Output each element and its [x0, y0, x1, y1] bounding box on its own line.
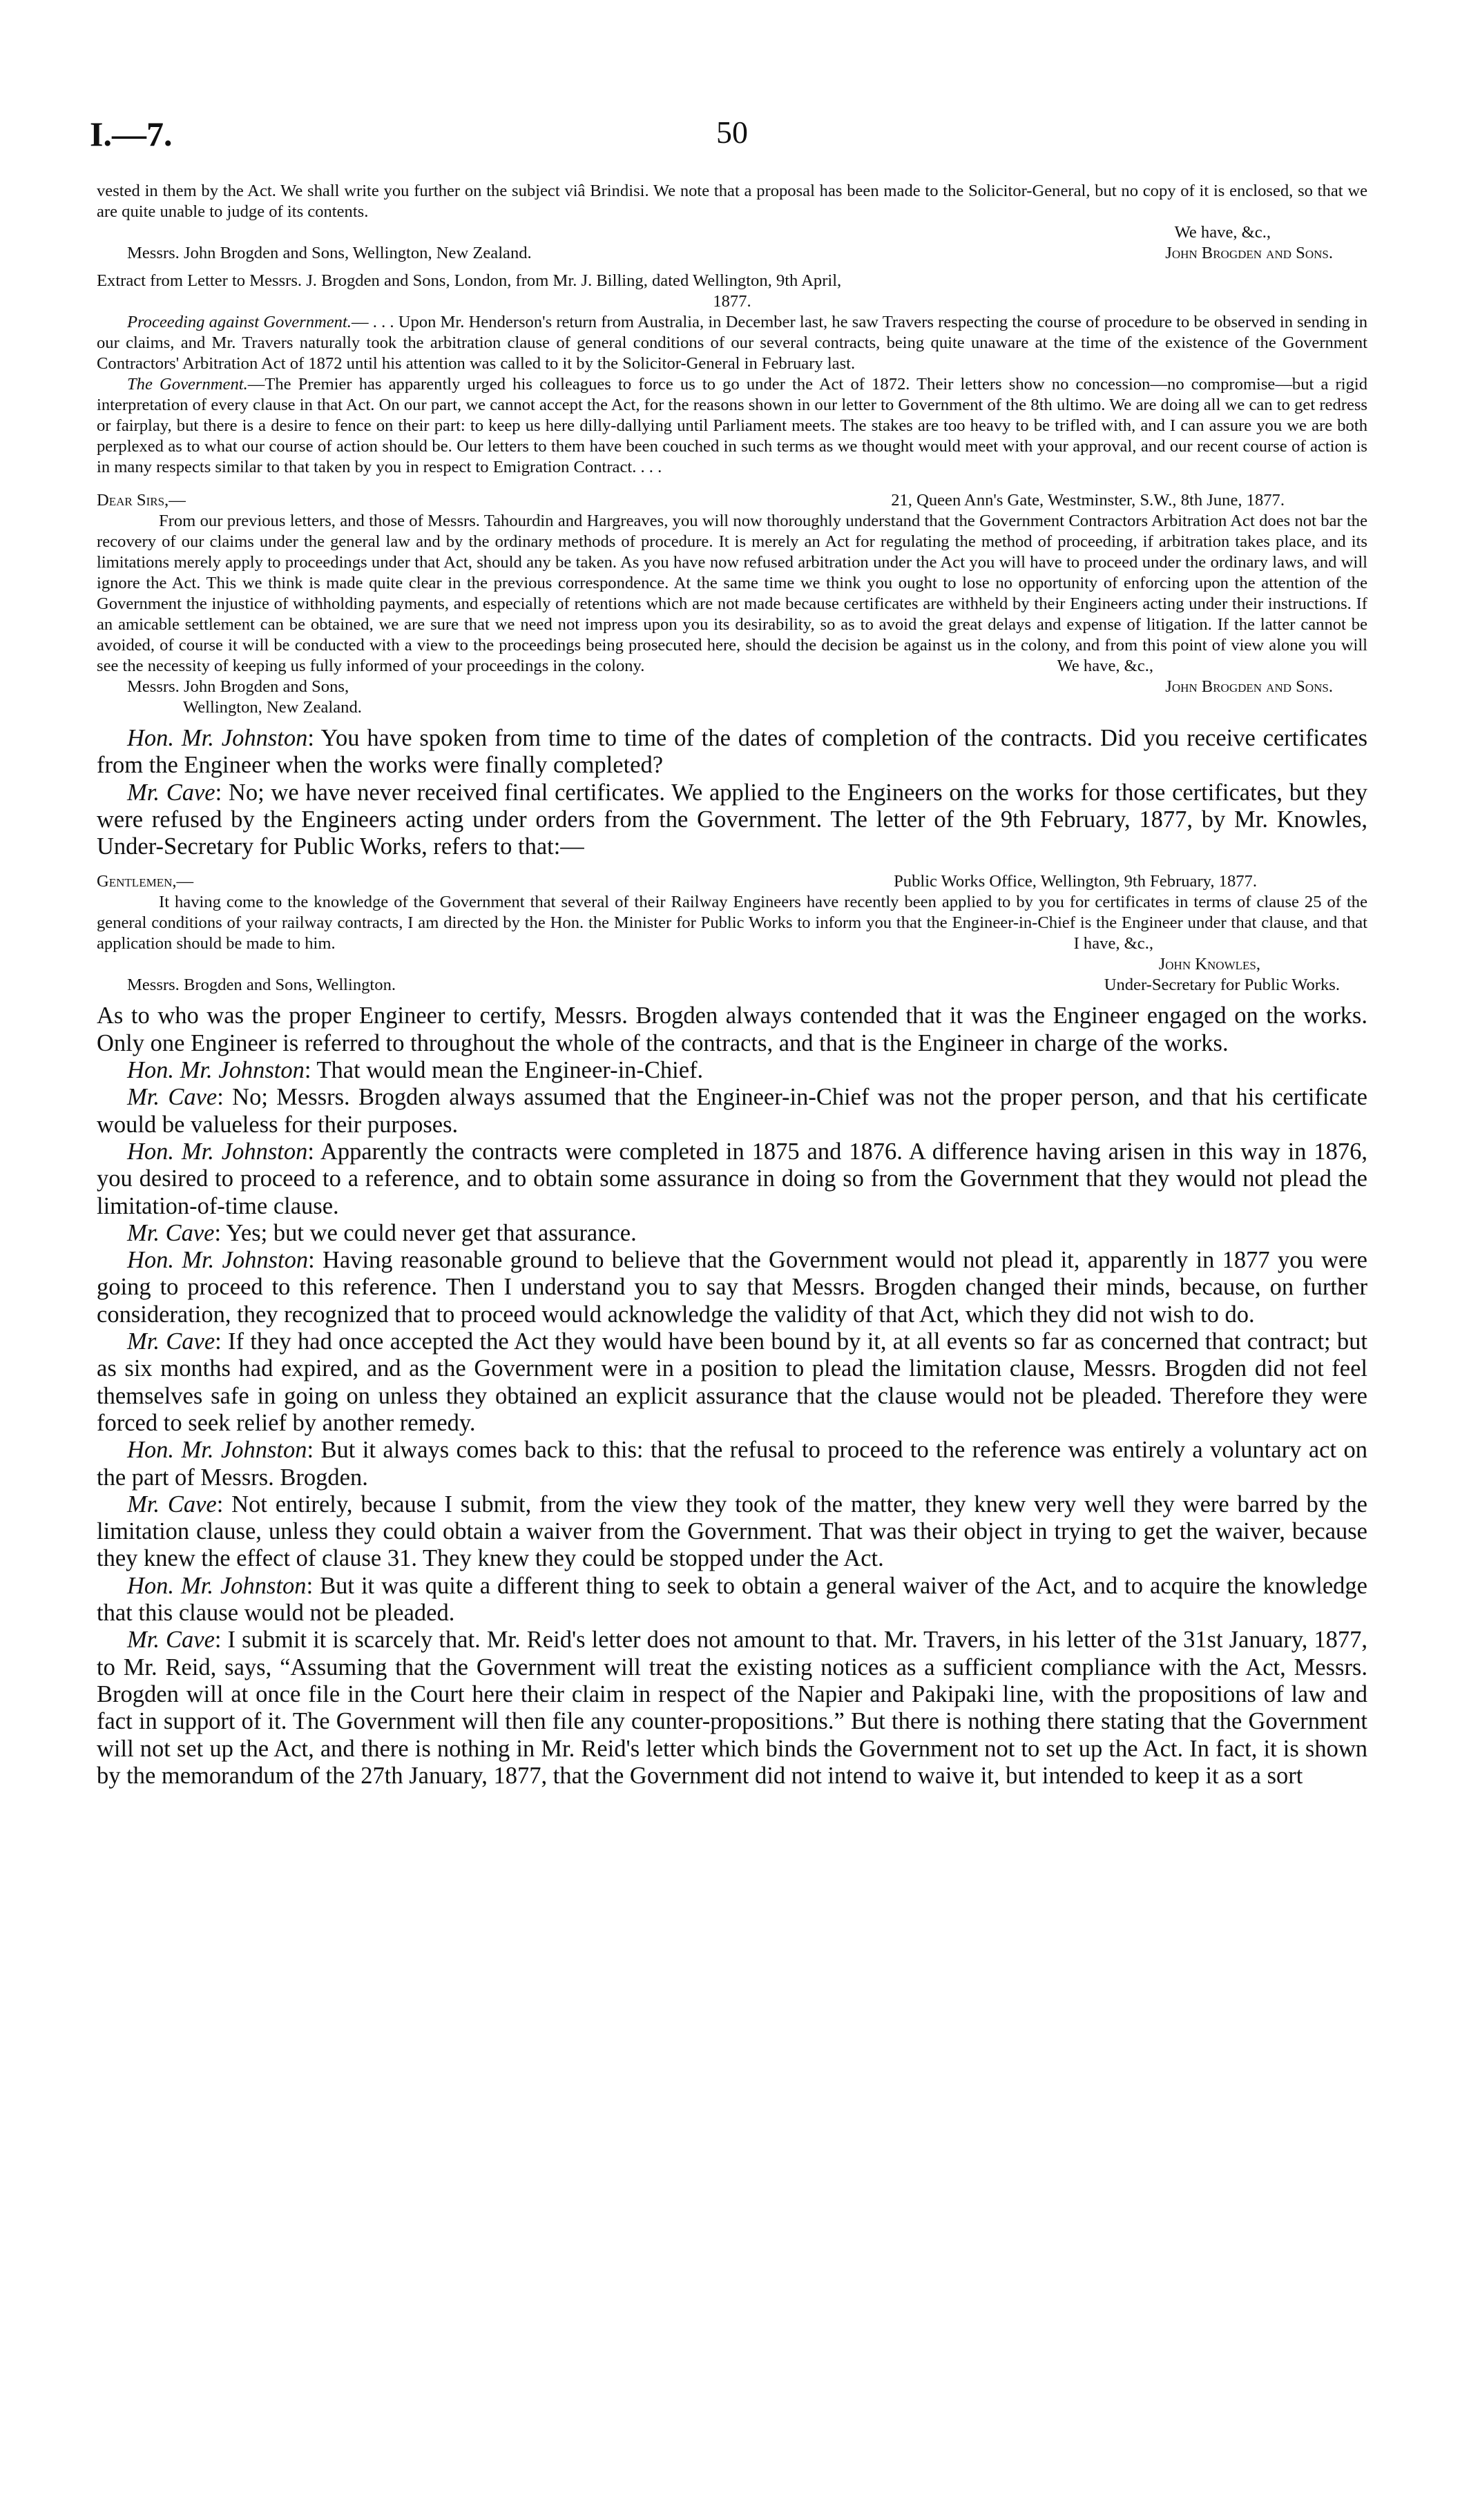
speech: : Not entirely, because I submit, from the view they took of the matter, they knew very well they were barred by the limitation clause, unless they could obtain a waiver from the Government. That was their object in trying to get the waiver, because they knew the effect of clause 31. They knew they could be stopped under the Act.	[97, 1491, 1367, 1572]
extract-paragraph	[97, 312, 1367, 374]
letter-signature: John Brogden and Sons.	[1165, 244, 1333, 262]
letter-addressee: Messrs. John Brogden and Sons, Wellington, New Zealand.	[127, 244, 532, 262]
dialogue-entry	[97, 1084, 1367, 1138]
letter-addressee-line2: Wellington, New Zealand.	[183, 698, 362, 717]
dialogue-entry	[97, 1627, 1367, 1790]
speech: : No; we have never received final certificates. We applied to the Engineers on the works for those certificates, but they were refused by the Engineers acting under orders from the Government. The letter of the 9th February, 1877, by Mr. Knowles, Under-Secretary for Public Works, refers to that:—	[97, 779, 1367, 860]
dialogue-entry	[97, 1220, 1367, 1247]
letter-address: 21, Queen Ann's Gate, Westminster, S.W., 8th June, 1877.	[891, 491, 1285, 510]
letter-body: vested in them by the Act. We shall write you further on the subject viâ Brindisi. We note that a proposal has been made to the Solicitor-General, but no copy of it is enclosed, so that we are quite unable to judge of its contents.	[97, 182, 1367, 221]
speech: : Yes; but we could never get that assurance.	[214, 1219, 637, 1246]
dialogue-continuation: As to who was the proper Engineer to certify, Messrs. Brogden always contended that it was the Engineer engaged on the works. Only one Engineer is referred to throughout the whole of the contracts, and that is the Engineer in charge of the works.	[97, 1002, 1367, 1056]
letter-closing: We have, &c.,	[1174, 223, 1271, 242]
letter-addressee: Messrs. Brogden and Sons, Wellington.	[127, 976, 396, 995]
speaker: Hon. Mr. Johnston	[127, 1138, 308, 1165]
page-header	[90, 114, 1367, 155]
letter-signatory-title: Under-Secretary for Public Works.	[1104, 976, 1340, 995]
speaker: Mr. Cave	[127, 1627, 215, 1654]
letter-closing: I have, &c.,	[1073, 934, 1153, 953]
speaker: Hon. Mr. Johnston	[127, 725, 308, 751]
letter-footer	[97, 677, 1367, 697]
letter-salutation: Gentlemen,—	[97, 872, 194, 891]
letter-body: It having come to the knowledge of the Government that several of their Railway Engineers have recently been applied to by you for certificates in terms of clause 25 of the general conditions of your railway contracts, I am directed by the Hon. the Minister for Public Works to inform you that the Engineer-in-Chief is the Engineer under that clause, and that application should be made to him.	[97, 893, 1367, 953]
letter-salutation: Dear Sirs,—	[97, 491, 186, 510]
letter-address: Public Works Office, Wellington, 9th February, 1877.	[894, 872, 1257, 891]
speech: : Apparently the contracts were completed in 1875 and 1876. A difference having arisen in this way in 1876, you desired to proceed to a reference, and to obtain some assurance in doing so from the Government that they would not plead the limitation-of-time clause.	[97, 1138, 1367, 1219]
minutes-of-evidence-continued	[97, 1002, 1367, 1790]
extract-paragraph-text: —The Premier has apparently urged his colleagues to force us to go under the Act of 1872. Their letters show no concession—no compromise—but a rigid interpretation of every clause in that Act. On our part, we cannot accept the Act, for the reasons shown in our letter to Government of the 8th ultimo. We are doing all we can to get redress or fairplay, but there is a desire to fence on their part: to keep us here dilly-dallying until Parliament meets. The stakes are too heavy to be trifled with, and I can assure you we are both perplexed as to what our course of action should be. Our letters to them have been couched in such terms as we thought would meet with your approval, and our recent course of action is in many respects similar to that taken by you in respect to Emigration Contract. . . .	[97, 375, 1367, 476]
extract-section	[97, 271, 1367, 478]
extract-paragraph-text: — . . . Upon Mr. Henderson's return from Australia, in December last, he saw Travers respecting the course of procedure to be observed in sending in our claims, and Mr. Travers naturally took the arbitration clause of general conditions of our several contracts, being quite unaware at the time of the existence of the Government Contractors' Arbitration Act of 1872 until his attention was called to it by the Solicitor-General in February last.	[97, 313, 1367, 373]
letter-continued	[97, 181, 1367, 264]
letter-body: From our previous letters, and those of Messrs. Tahourdin and Hargreaves, you will now thoroughly understand that the Government Contractors Arbitration Act does not bar the recovery of our claims under the general law and by the ordinary methods of procedure. It is merely an Act for regulating the method of proceeding, if arbitration takes place, and its limitations merely apply to proceedings under that Act, should any be taken. As you have now refused arbitration under the Act you will have to proceed under the ordinary laws, and will ignore the Act. This we think is made quite clear in the previous correspondence. At the same time we think you ought to lose no opportunity of enforcing upon the attention of the Government the injustice of withholding payments, and especially of retentions which are not made because certificates are withheld by their Engineers acting under their instructions. If an amicable settlement can be obtained, we are sure that we need not impress upon you its desirability, so as to avoid the great delays and expense of litigation. If the latter cannot be avoided, of course it will be conducted with a view to the proceedings being prosecuted here, should the decision be against us in the colony, and from this point of view alone you will see the necessity of keeping us fully informed of your proceedings in the colony.	[97, 512, 1367, 675]
paper-reference: I.—7.	[90, 115, 173, 153]
speech: : Having reasonable ground to believe that the Government would not plead it, apparently in 1877 you were going to proceed to this reference. Then I understand you to say that Messrs. Brogden changed their minds, because, on further consideration, they recognized that to proceed would acknowledge the validity of that Act, which they did not wish to do.	[97, 1247, 1367, 1328]
speech: : That would mean the Engineer-in-Chief.	[304, 1057, 704, 1084]
dialogue-entry	[97, 1491, 1367, 1573]
speaker: Hon. Mr. Johnston	[127, 1572, 307, 1599]
extract-sidenote: The Government.	[127, 375, 248, 394]
letter-signature: John Knowles,	[1158, 955, 1260, 974]
speech: : If they had once accepted the Act they would have been bound by it, at all events so far as concerned that contract; but as six months had expired, and as the Government were in a position to plead the limitation clause, Messrs. Brogden did not feel themselves safe in going on unless they obtained an explicit assurance that the clause would not be pleaded. Therefore they were forced to seek relief by another remedy.	[97, 1328, 1368, 1436]
speaker: Hon. Mr. Johnston	[127, 1057, 305, 1084]
speaker: Mr. Cave	[127, 1084, 218, 1111]
dialogue-entry	[97, 725, 1367, 779]
page-number: 50	[716, 115, 748, 150]
dialogue-entry	[97, 1437, 1367, 1491]
letter-footer	[97, 243, 1367, 264]
speaker: Mr. Cave	[127, 1328, 215, 1355]
speaker: Hon. Mr. Johnston	[127, 1437, 307, 1464]
dialogue-entry	[97, 1247, 1367, 1328]
letter-addressee: Messrs. John Brogden and Sons,	[127, 677, 349, 696]
letter-signature: John Brogden and Sons.	[1165, 677, 1333, 696]
letter-footer	[97, 975, 1367, 996]
dialogue-entry	[97, 1573, 1367, 1627]
speaker: Mr. Cave	[127, 779, 215, 806]
speaker: Mr. Cave	[127, 1491, 217, 1518]
letter-heading	[97, 871, 1367, 892]
dialogue-entry	[97, 1057, 1367, 1084]
extract-paragraph	[97, 374, 1367, 478]
extract-year: 1877.	[713, 292, 751, 311]
dialogue-entry	[97, 1138, 1367, 1220]
speech: : But it always comes back to this: that the refusal to proceed to the reference was entirely a voluntary act on the part of Messrs. Brogden.	[97, 1437, 1367, 1491]
speaker: Mr. Cave	[127, 1219, 215, 1246]
speech: : I submit it is scarcely that. Mr. Reid's letter does not amount to that. Mr. Travers, in his letter of the 31st January, 1877, to Mr. Reid, says, “Assuming that the Government will treat the existing notices as a sufficient compliance with the Act, Messrs. Brogden will at once file in the Court here their claim in respect of the Napier and Pakipaki line, with the propositions of law and fact in support of it. The Government will then file any counter-propositions.” But there is nothing there stating that the Government will not set up the Act, and there is nothing in Mr. Reid's letter which binds the Government not to set up the Act. In fact, it is shown by the memorandum of the 27th January, 1877, that the Government did not intend to waive it, but intended to keep it as a sort	[97, 1627, 1368, 1789]
dialogue-entry	[97, 1328, 1367, 1437]
letter-closing: We have, &c.,	[1057, 657, 1153, 675]
extract-sidenote: Proceeding against Government.	[127, 313, 352, 331]
speech: : You have spoken from time to time of the dates of completion of the contracts. Did you receive certificates from the Engineer when the works were finally completed?	[97, 725, 1367, 779]
speech: : No; Messrs. Brogden always assumed that the Engineer-in-Chief was not the proper person, and that his certificate would be valueless for their purposes.	[97, 1084, 1367, 1138]
speaker: Hon. Mr. Johnston	[127, 1247, 309, 1274]
letter-public-works	[97, 871, 1367, 996]
letter-london	[97, 490, 1367, 718]
page-content	[97, 181, 1367, 1790]
extract-title: Extract from Letter to Messrs. J. Brogden and Sons, London, from Mr. J. Billing, dated Wellington, 9th April,	[97, 271, 842, 290]
minutes-of-evidence	[97, 725, 1367, 860]
dialogue-entry	[97, 779, 1367, 861]
letter-heading	[97, 490, 1367, 511]
speech: : But it was quite a different thing to seek to obtain a general waiver of the Act, and to acquire the knowledge that this clause would not be pleaded.	[97, 1572, 1367, 1627]
